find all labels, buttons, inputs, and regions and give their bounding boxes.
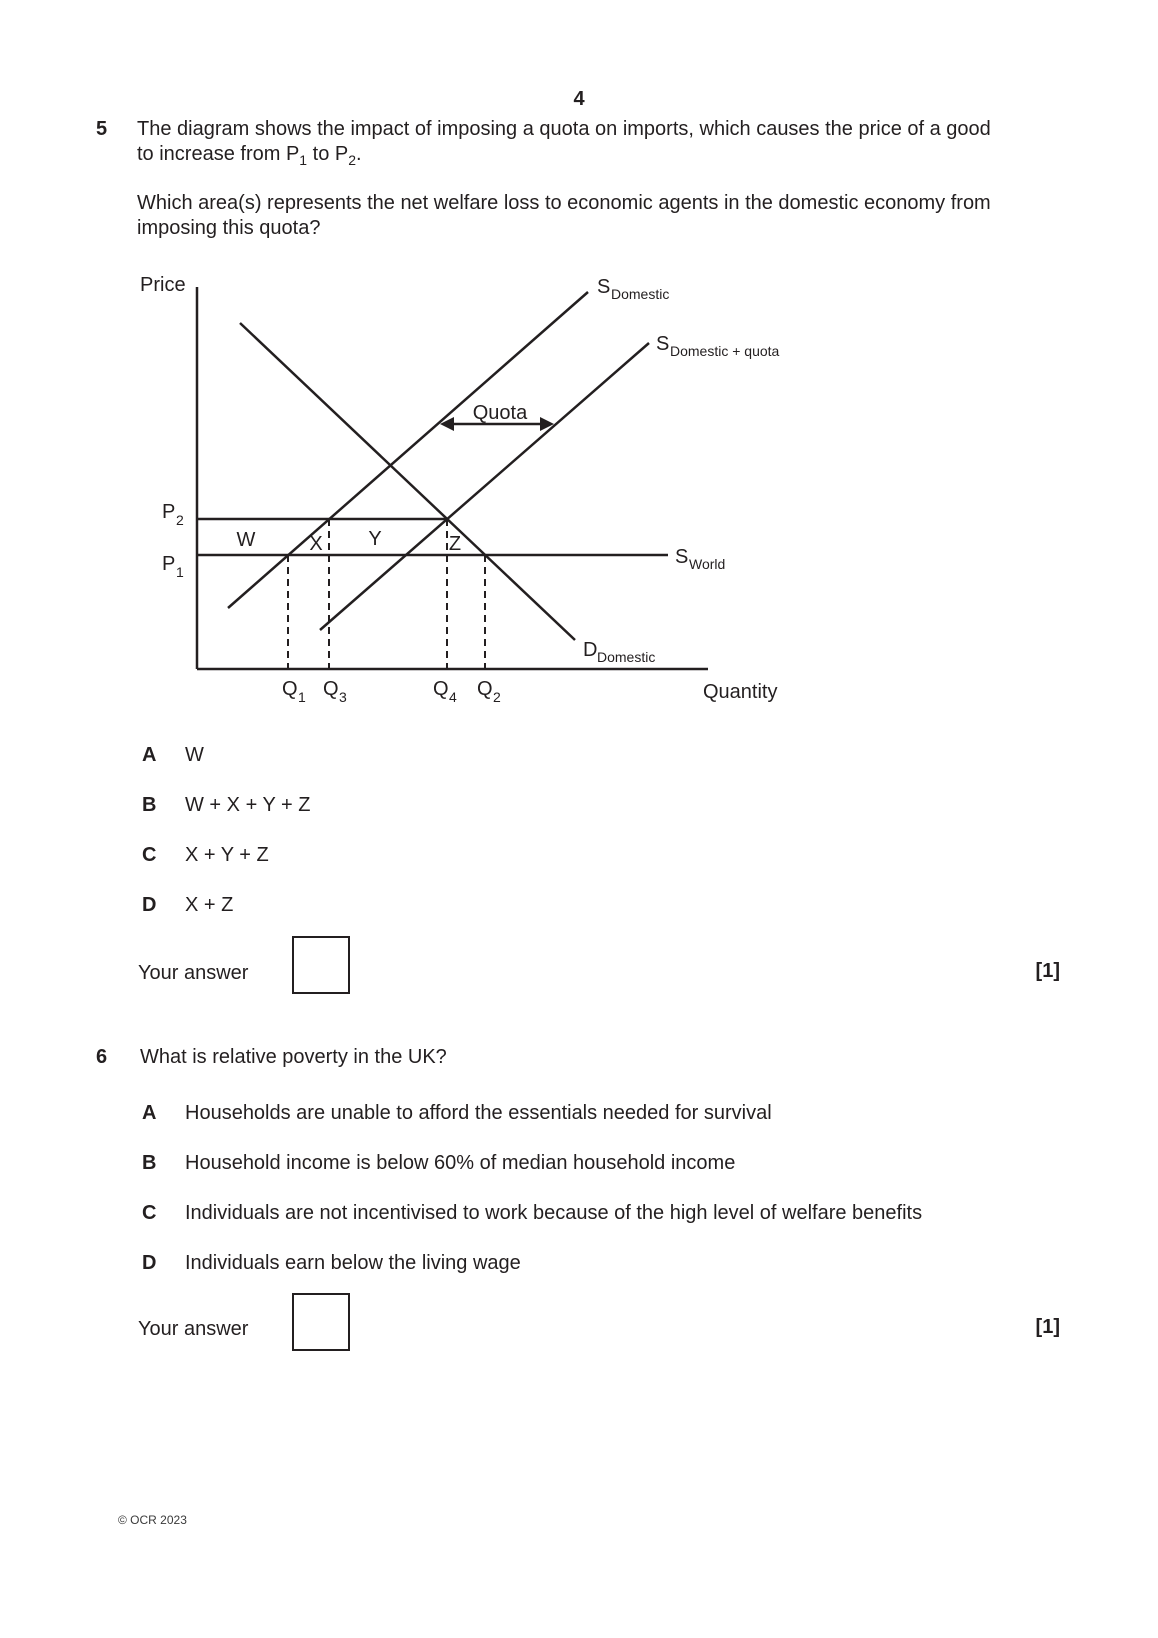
q2-label: Q2 bbox=[477, 678, 501, 705]
s-domestic-plus-quota-label: SDomestic + quota bbox=[656, 333, 780, 359]
q6-option-d-text: Individuals earn below the living wage bbox=[185, 1252, 521, 1274]
area-z-label: Z bbox=[448, 533, 462, 555]
q6-option-c-text: Individuals are not incentivised to work because of the high level of welfare benefits bbox=[185, 1202, 923, 1224]
p1-label: P1 bbox=[162, 553, 184, 580]
p2-label: P2 bbox=[162, 501, 184, 528]
q5-question-line2: imposing this quota? bbox=[137, 217, 321, 239]
q5-intro-line1: The diagram shows the impact of imposing a quota on imports, which causes the price of a good bbox=[137, 118, 991, 140]
area-w-label: W bbox=[236, 529, 256, 551]
q6-option-b-letter: B bbox=[142, 1152, 157, 1174]
q6-option-d-letter: D bbox=[142, 1252, 157, 1274]
q5-option-d-text: X + Z bbox=[185, 894, 234, 916]
q6-option-a-text: Households are unable to afford the essentials needed for survival bbox=[185, 1102, 772, 1124]
q5-option-a-letter: A bbox=[142, 744, 157, 766]
q5-p2-subscript: 2 bbox=[348, 152, 357, 168]
q5-answer-box[interactable] bbox=[292, 936, 350, 994]
q5-option-c-text: X + Y + Z bbox=[185, 844, 269, 866]
quantity-axis-label: Quantity bbox=[703, 681, 778, 703]
q6-option-b-text: Household income is below 60% of median household income bbox=[185, 1152, 736, 1174]
s-domestic-plus-quota-line bbox=[320, 343, 649, 630]
q3-label: Q3 bbox=[323, 678, 347, 705]
q4-label: Q4 bbox=[433, 678, 457, 705]
q5-option-b-text: W + X + Y + Z bbox=[185, 794, 311, 816]
q5-question-line1: Which area(s) represents the net welfare loss to economic agents in the domestic economy from bbox=[137, 192, 991, 214]
q5-option-b-letter: B bbox=[142, 794, 157, 816]
quota-diagram bbox=[125, 255, 815, 715]
quota-label: Quota bbox=[472, 402, 528, 424]
q5-option-d-letter: D bbox=[142, 894, 157, 916]
q6-number: 6 bbox=[96, 1046, 108, 1068]
q5-marks: [1] bbox=[1035, 960, 1060, 982]
d-domestic-line bbox=[240, 323, 575, 640]
q5-option-a-text: W bbox=[185, 744, 204, 766]
q5-number: 5 bbox=[96, 118, 108, 140]
q5-option-c-letter: C bbox=[142, 844, 157, 866]
price-axis-label: Price bbox=[140, 274, 186, 296]
q6-option-c-letter: C bbox=[142, 1202, 157, 1224]
q6-your-answer-label: Your answer bbox=[138, 1318, 249, 1340]
q5-intro-line2-end: . bbox=[356, 143, 362, 165]
q6-answer-box[interactable] bbox=[292, 1293, 350, 1351]
q5-p1-subscript: 1 bbox=[299, 152, 308, 168]
q6-option-a-letter: A bbox=[142, 1102, 157, 1124]
q1-label: Q1 bbox=[282, 678, 306, 705]
area-x-label: X bbox=[309, 533, 323, 555]
q5-your-answer-label: Your answer bbox=[138, 962, 249, 984]
d-domestic-label: DDomestic bbox=[583, 639, 656, 665]
q5-intro-line2-pre: to increase from P bbox=[137, 143, 300, 165]
q5-intro-line2-mid: to P bbox=[307, 143, 349, 165]
s-domestic-line bbox=[228, 292, 588, 608]
q6-question: What is relative poverty in the UK? bbox=[140, 1046, 447, 1068]
s-world-label: SWorld bbox=[675, 546, 726, 572]
copyright-footer: © OCR 2023 bbox=[118, 1513, 187, 1527]
s-domestic-label: SDomestic bbox=[597, 276, 670, 302]
q6-marks: [1] bbox=[1035, 1316, 1060, 1338]
q5-intro-line2 bbox=[137, 142, 362, 173]
page-number: 4 bbox=[573, 88, 585, 110]
area-y-label: Y bbox=[368, 528, 382, 550]
